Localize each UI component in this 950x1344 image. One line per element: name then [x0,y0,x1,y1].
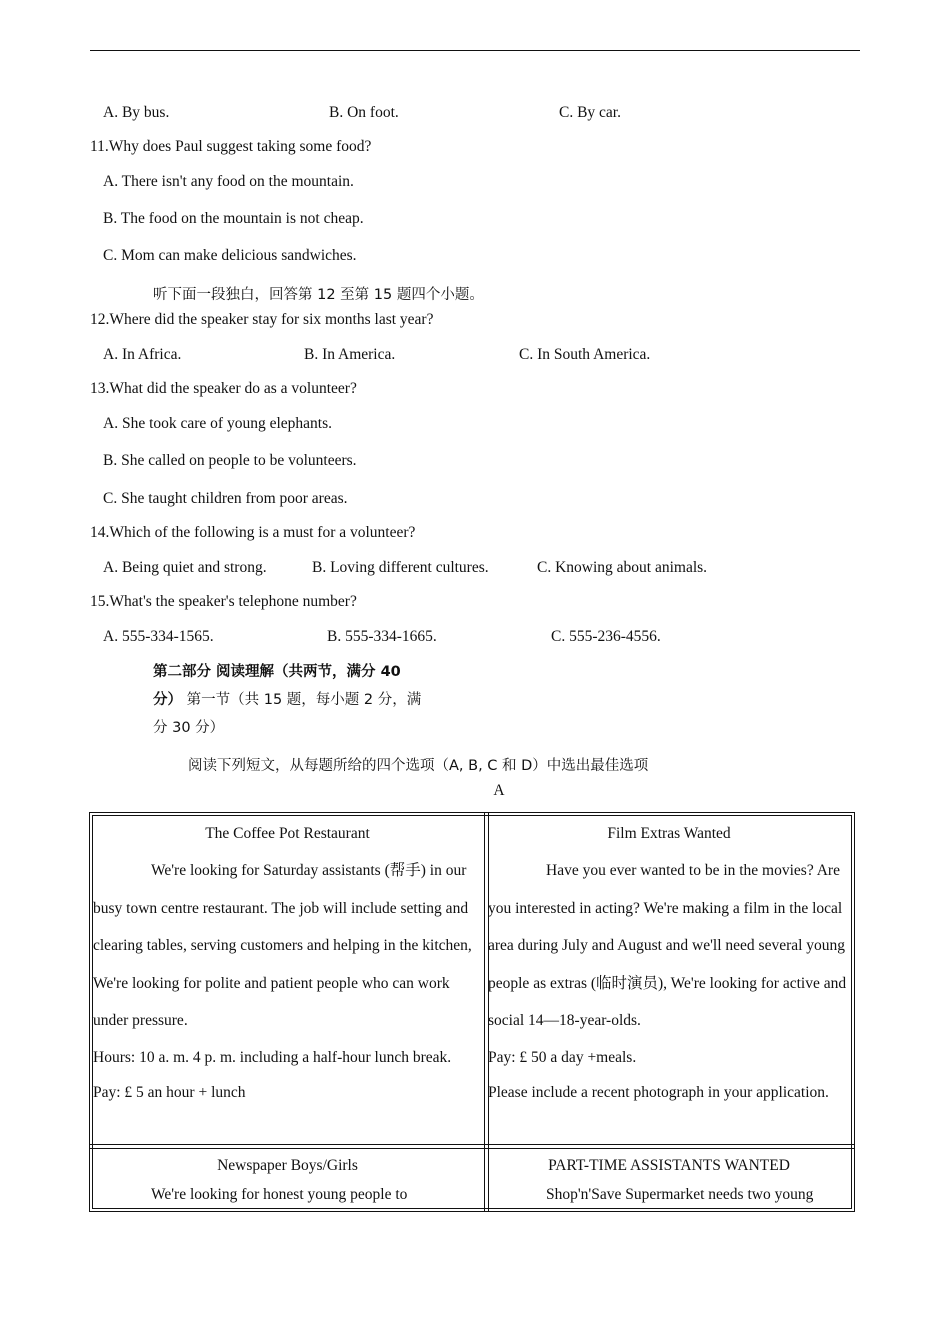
ads-table [89,812,855,1212]
q14-question: 14.Which of the following is a must for a volunteer? [90,524,416,541]
ad-parttime-title: PART-TIME ASSISTANTS WANTED [548,1157,790,1174]
part2-instruction: 阅读下列短文，从每题所给的四个选项（A, B, C 和 D）中选出最佳选项 [188,758,649,774]
q10-option-c[interactable]: C. By car. [559,104,621,121]
ad-coffee-pot [93,816,482,1142]
q12-option-a[interactable]: A. In Africa. [103,346,182,363]
part2-heading-line2-bold: 分） [153,692,182,708]
ad-newspaper-body: We're looking for honest young people to [151,1186,408,1203]
q13-option-c[interactable]: C. She taught children from poor areas. [103,490,348,507]
passage-label: A [493,782,505,799]
part2-heading [153,658,463,742]
monologue-intro: 听下面一段独白，回答第 12 至第 15 题四个小题。 [153,287,484,303]
q14-option-c[interactable]: C. Knowing about animals. [537,559,708,576]
ad-film-note: Please include a recent photograph in your application. [488,1083,829,1101]
q13-question: 13.What did the speaker do as a volunteer? [90,380,357,397]
ad-parttime-body: Shop'n'Save Supermarket needs two young [546,1186,814,1203]
ad-film-title: Film Extras Wanted [607,825,731,842]
q10-option-b[interactable]: B. On foot. [329,104,399,121]
ad-film-extras [488,816,850,1142]
q15-option-c[interactable]: C. 555-236-4556. [551,628,661,645]
q13-option-b[interactable]: B. She called on people to be volunteers. [103,452,357,469]
q15-question: 15.What's the speaker's telephone number? [90,593,357,610]
q14-option-b[interactable]: B. Loving different cultures. [312,559,489,576]
q12-option-b[interactable]: B. In America. [304,346,396,363]
part2-heading-line2-rest: 第一节（共 15 题，每小题 2 分，满 [182,692,422,708]
ad-coffee-title: The Coffee Pot Restaurant [205,825,370,842]
part2-heading-line3: 分 30 分） [153,720,225,736]
ad-parttime [488,1149,850,1207]
q11-option-a[interactable]: A. There isn't any food on the mountain. [103,173,354,190]
q10-option-a[interactable]: A. By bus. [103,104,170,121]
part2-heading-line2 [153,686,463,714]
ad-coffee-hours: Hours: 10 a. m. 4 p. m. including a half-hour lunch break. [93,1048,452,1066]
q11-option-c[interactable]: C. Mom can make delicious sandwiches. [103,247,357,264]
part2-heading-line1: 第二部分 阅读理解（共两节，满分 40 [153,664,401,680]
q11-option-b[interactable]: B. The food on the mountain is not cheap. [103,210,364,227]
q14-option-a[interactable]: A. Being quiet and strong. [103,559,267,576]
ad-coffee-body: We're looking for Saturday assistants (帮手) in our busy town centre restaurant. The job will include setting and clearing tables, serving customers and helping in the kitchen, We're looking for polite and patient people who can work under pressure. [93,862,472,1029]
q15-option-a[interactable]: A. 555-334-1565. [103,628,214,645]
q12-question: 12.Where did the speaker stay for six months last year? [90,311,434,328]
ad-film-body: Have you ever wanted to be in the movies? Are you interested in acting? We're making a film in the local area during July and August and we'll need several young people as extras (临时演员), We're looking for active and social 14—18-year-olds. [488,862,847,1029]
ad-newspaper-title: Newspaper Boys/Girls [217,1157,358,1174]
ad-newspaper [93,1149,482,1207]
q12-option-c[interactable]: C. In South America. [519,346,651,363]
q13-option-a[interactable]: A. She took care of young elephants. [103,415,332,432]
q15-option-b[interactable]: B. 555-334-1665. [327,628,437,645]
q11-question: 11.Why does Paul suggest taking some food? [90,138,372,155]
header-rule [90,50,860,51]
ad-coffee-pay: Pay: £ 5 an hour + lunch [93,1083,246,1101]
ad-film-pay: Pay: £ 50 a day +meals. [488,1048,637,1066]
